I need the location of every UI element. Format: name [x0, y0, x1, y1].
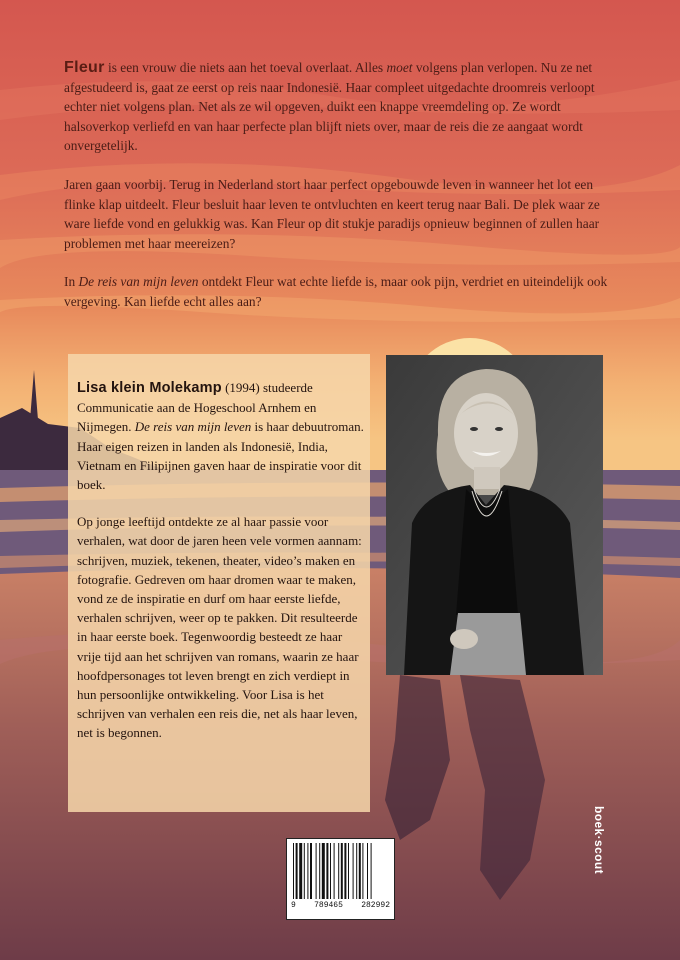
bio-paragraph-2: Op jonge leeftijd ontdekte ze al haar passie voor verhalen, wat door de jaren heen vele vormen aannam: schrijven, muziek, tekenen, theater, video’s maken en fotografie. Gedreven om haar dromen waar te maken, vond ze de inspiratie en durf om haar eerste liefde, verhalen schrijven, weer op te pakken. Dit resulteerde in haar eerste boek. Tegenwoordig besteedt ze haar vrije tijd aan het schrijven van romans, waarin ze haar hoofdpersonages tot leven brengt en zich verdiept in hun persoonlijke ontwikkeling. Voor Lisa is het schrijven van verhalen een reis die, net als haar leven, net is begonnen.: [77, 514, 362, 741]
bio-text: (1994) studeerde Communicatie aan de Hogeschool Arnhem en Nijmegen.: [77, 380, 317, 435]
bio-paragraph-1: [77, 378, 365, 494]
blurb-emphasis: moet: [386, 60, 413, 75]
blurb-text: ontdekt Fleur wat echte liefde is, maar ook pijn, verdriet en uiteindelijk ook vergeving. Kan liefde echt alles aan?: [64, 274, 608, 309]
author-bio: [77, 378, 365, 761]
blurb-text: In: [64, 274, 79, 290]
bio-text: is haar debuutroman. Haar eigen reizen in landen als Indonesië, India, Vietnam en Filipijnen gaven haar de inspiratie voor dit boek.: [77, 419, 364, 493]
blurb-paragraph-2: Jaren gaan voorbij. Terug in Nederland stort haar perfect opgebouwde leven in wanneer het lot een flinke klap uitdeelt. Fleur besluit haar leven te ontvluchten en keert terug naar Bali. De plek waar ze ware liefde vond en gelukkig was. Kan Fleur op dit stukje paradijs opnieuw beginnen of zullen haar problemen met haar meereizen?: [64, 176, 600, 251]
protagonist-name: Fleur: [64, 59, 105, 76]
isbn-prefix: 9: [291, 901, 296, 910]
author-photo: [386, 355, 603, 675]
book-title: De reis van mijn leven: [134, 419, 252, 435]
blurb-text: is een vrouw die niets aan het toeval overlaat. Alles: [104, 60, 387, 75]
author-name: Lisa klein Molekamp: [77, 380, 222, 396]
isbn-group-1: 789465: [314, 901, 343, 910]
isbn-barcode: [286, 838, 395, 920]
isbn-number: [291, 901, 390, 913]
publisher-logo: boek·scout: [592, 806, 606, 875]
book-title: De reis van mijn leven: [78, 274, 199, 290]
back-cover-blurb: [64, 58, 624, 331]
blurb-paragraph-3: [64, 272, 624, 311]
blurb-text: volgens plan verlopen. Nu ze net afgestudeerd is, gaat ze eerst op reis naar Indonesië. Haar compleet uitgedachte droomreis verloopt echter niet volgens plan. Net als ze wil opgeven, duikt een knappe vreemdeling op. Ze wordt halsoverkop verliefd en van haar perfecte plan blijft niets over, maar de reis die ze aangaat wordt onvergetelijk.: [64, 60, 595, 154]
blurb-paragraph-1: [64, 58, 624, 156]
isbn-group-2: 282992: [361, 901, 390, 910]
barcode-bars: [291, 843, 390, 899]
